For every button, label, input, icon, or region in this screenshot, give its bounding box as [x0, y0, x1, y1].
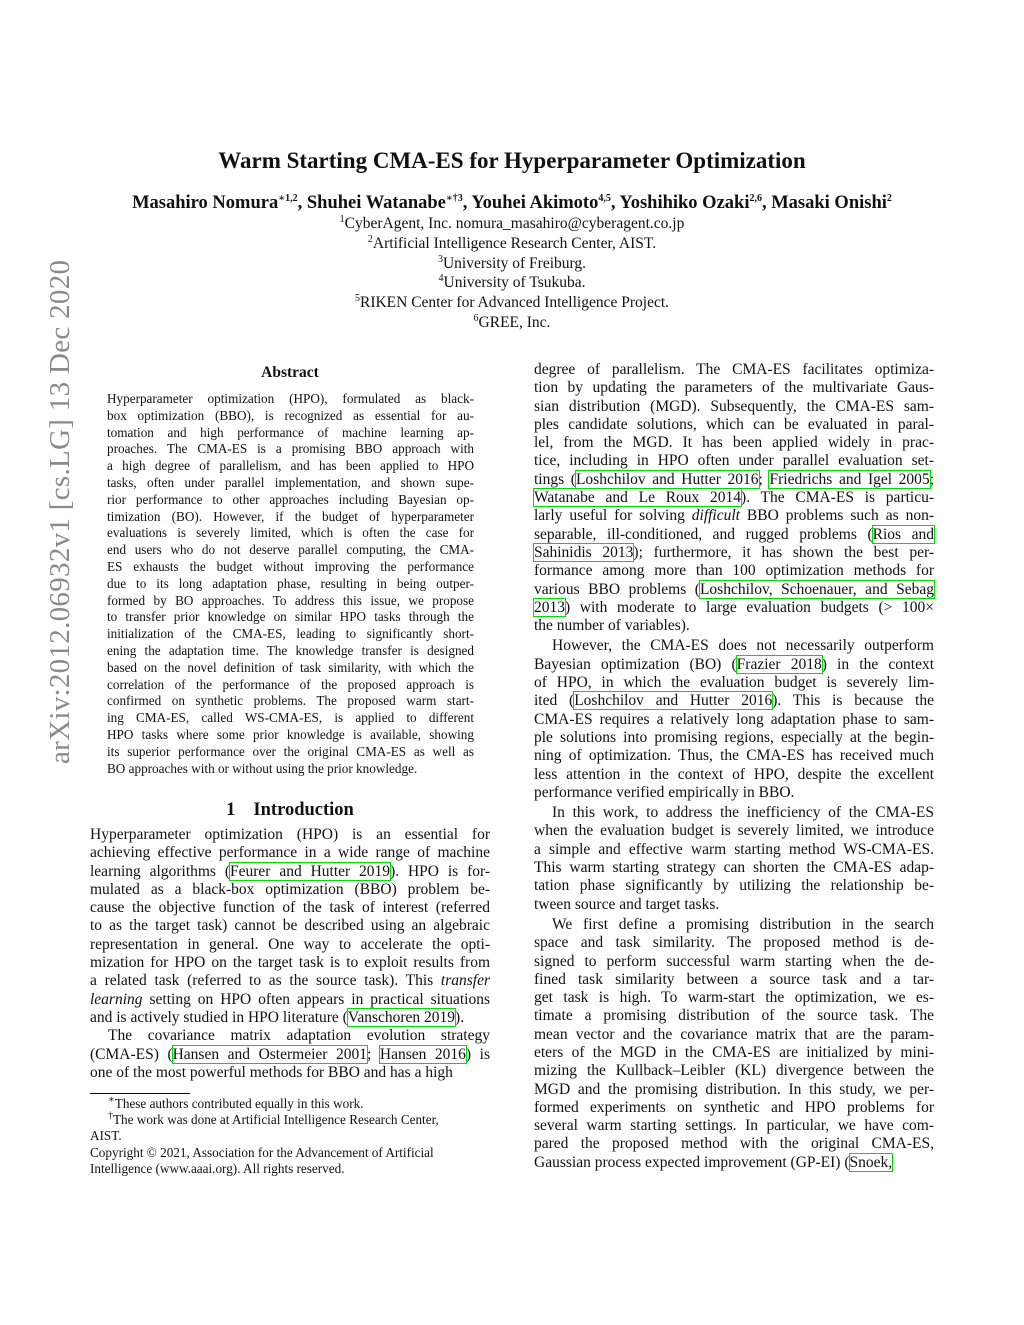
section-heading [90, 800, 490, 821]
text-line: proaches. The CMA-ES is a promising BBO approach with [107, 441, 474, 457]
text-line: performance verified empirically in BBO. [534, 783, 795, 801]
text-line: 2013) with moderate to large evaluation budgets (> 100× [534, 598, 934, 616]
affiliation-number: 1 [339, 213, 345, 225]
author-affiliation-mark: 2,6 [749, 192, 762, 204]
affiliation-number: 6 [473, 312, 479, 324]
text-line: formance among more than 100 optimization methods for [534, 562, 934, 580]
text-line: eters of the MGD in the CMA-ES are initialized by mini- [534, 1043, 934, 1061]
text-line: confirmed on synthetic problems. The proposed warm start- [107, 693, 474, 709]
emphasis-text: transfer [440, 972, 490, 990]
text-line: lel, from the MGD. It has been applied widely in prac- [534, 434, 934, 452]
footnote-text: The work was done at Artificial Intelligence Research Center, [113, 1112, 439, 1128]
affiliation-text: CyberAgent, Inc. nomura_masahiro@cyberagent.co.jp [344, 215, 685, 232]
text-line: Gaussian process expected improvement (GP-EI) (Snoek, [534, 1153, 893, 1171]
text-line: initialization of the CMA-ES, leading to significantly short- [107, 626, 474, 642]
citation-link[interactable]: Frazier 2018 [736, 655, 822, 673]
author-name: Masahiro Nomura [132, 193, 279, 213]
footnote-line [90, 1145, 490, 1161]
text-line: its superior performance over the original CMA-ES as well as [107, 743, 474, 759]
paper-title: Warm Starting CMA-ES for Hyperparameter Optimization [218, 148, 806, 173]
text-line: formed by BO approaches. To address this issue, we propose [107, 592, 474, 608]
emphasis-text: difficult [691, 507, 740, 525]
text-line: one of the most powerful methods for BBO and has a high [90, 1063, 453, 1081]
text-line: mization for HPO on the target task is to exploit results from [90, 954, 490, 972]
footnote-line [90, 1128, 490, 1144]
text-line: Hyperparameter optimization (HPO), formulated as black- [107, 391, 474, 406]
affiliation-text: Artificial Intelligence Research Center, AIST. [372, 234, 657, 252]
citation-link[interactable]: Loshchilov, Schoenauer, and Sebag [699, 580, 934, 598]
text-line: ES exhausts the budget without improving the performance [107, 558, 474, 574]
section-title: Introduction [253, 800, 354, 820]
affiliation-text: GREE, Inc. [478, 313, 551, 331]
text-line: achieving effective performance in a wide range of machine [90, 844, 490, 862]
text-line: sian distribution (MGD). Subsequently, the CMA-ES sam- [534, 397, 934, 415]
author-name: Youhei Akimoto [471, 193, 599, 213]
text-line: ple solutions into promising regions, especially at the begin- [534, 728, 934, 746]
author-affiliation-mark: 4,5 [598, 192, 611, 204]
text-line: ing CMA-ES, called WS-CMA-ES, is applied to different [107, 710, 474, 726]
text-line: representation in general. One way to accelerate the opti- [90, 935, 490, 953]
text-line: a high degree of parallelism, and has been applied to HPO [107, 458, 474, 474]
citation-link[interactable]: Rios and [872, 525, 934, 543]
affiliation-line [0, 234, 1024, 254]
text-line: tween source and target tasks. [534, 895, 720, 913]
text-line: less attention in the context of HPO, despite the excellent [534, 765, 934, 783]
text-line: when the evaluation budget is severely limited, we introduce [534, 822, 934, 840]
footnote-text: Copyright © 2021, Association for the Advancement of Artificial [90, 1144, 434, 1160]
text-line: to transfer prior knowledge on similar HPO tasks through the [107, 609, 474, 625]
footnote-line [90, 1096, 490, 1112]
text-line: end users who do not deserve parallel computing, the CMA- [107, 542, 474, 558]
text-line: box optimization (BBO), is recognized as essential for au- [107, 407, 474, 423]
author-list: Masahiro Nomura$^{∗1,2}$, Shuhei Watanabe$^{∗\dagger 3}$, Youhei Akimoto$^{4,5}$, Yoshihiko Ozaki$^{2,6}$, Masaki Onishi$^2$ [132, 192, 892, 213]
text-line: signed to perform successful warm starting when the de- [534, 952, 934, 970]
text-line: timization (BO). However, if the budget of hyperparameter [107, 508, 474, 524]
text-line: pared the proposed method with the original CMA-ES, [534, 1135, 934, 1153]
author-affiliation-mark: ∗1,2 [278, 192, 298, 204]
text-line: timate a promising distribution of the source task. The [534, 1007, 934, 1025]
citation-link[interactable]: 2013 [534, 598, 565, 616]
citation-link[interactable]: Friedrichs and Igel 2005 [769, 470, 930, 488]
text-line: degree of parallelism. The CMA-ES facilitates optimiza- [534, 361, 934, 378]
text-line: and is actively studied in HPO literature (Vanschoren 2019). [90, 1008, 465, 1026]
footnote-line [90, 1112, 490, 1128]
citation-link[interactable]: Snoek, [849, 1153, 893, 1171]
affiliation-number: 2 [367, 233, 373, 245]
emphasis-text: learning [90, 990, 143, 1008]
affiliations [0, 214, 1024, 333]
section-number: 1 [226, 800, 236, 820]
footnote-line [90, 1161, 490, 1177]
affiliation-text: University of Freiburg. [442, 254, 587, 272]
author-name: Shuhei Watanabe [306, 193, 446, 213]
affiliation-line [0, 273, 1024, 293]
citation-link[interactable]: Hansen and Ostermeier 2001 [172, 1045, 367, 1063]
text-line: tation phase significantly by utilizing the relationship be- [534, 877, 934, 895]
text-line: larly useful for solving difficult BBO problems such as non- [534, 507, 934, 525]
text-line: ning of optimization. Thus, the CMA-ES has received much [534, 747, 934, 765]
text-line: a related task (referred to as the source task). This transfer [90, 972, 490, 990]
footnote-rule [90, 1093, 190, 1094]
footnotes [90, 1096, 490, 1177]
author-name: Masaki Onishi [771, 193, 887, 213]
text-line: mean vector and the covariance matrix that are the param- [534, 1025, 934, 1043]
citation-link[interactable]: Loshchilov and Hutter 2016 [574, 692, 773, 710]
text-line: of HPO, in which the evaluation budget is severely lim- [534, 674, 934, 692]
author-affiliation-mark: 2 [886, 192, 892, 204]
text-line: formed experiments on synthetic and HPO problems for [534, 1098, 934, 1116]
text-line: We first define a promising distribution in the search [552, 915, 934, 933]
text-line: Watanabe and Le Roux 2014). The CMA-ES is particu- [534, 489, 935, 507]
text-line: BO approaches with or without using the prior knowledge. [107, 760, 418, 776]
text-line: tomation and high performance of machine learning ap- [107, 424, 474, 440]
affiliation-line [0, 254, 1024, 274]
footnote-mark: ∗ [108, 1094, 115, 1106]
text-line: learning algorithms (Feurer and Hutter 2019). HPO is for- [90, 862, 490, 880]
citation-link[interactable]: Feurer and Hutter 2019 [230, 862, 391, 880]
text-line: separable, ill-conditioned, and rugged problems (Rios and [534, 525, 934, 543]
affiliation-text: University of Tsukuba. [443, 274, 586, 292]
text-line: get task is high. To warm-start the optimization, we es- [534, 989, 934, 1007]
text-line: fined task similarity between a source task and a tar- [534, 970, 934, 988]
text-line: tasks, often under parallel implementation, and shown supe- [107, 474, 474, 490]
citation-link[interactable]: Loshchilov and Hutter 2016 [575, 470, 759, 488]
footnote-mark: † [108, 1110, 113, 1122]
affiliation-number: 4 [438, 273, 444, 285]
text-line: The covariance matrix adaptation evolution strategy [108, 1027, 490, 1045]
affiliation-line [0, 293, 1024, 313]
text-line: due to its long adaptation phase, resulting in being outper- [107, 575, 474, 591]
affiliation-line [0, 214, 1024, 234]
text-line: In this work, to address the inefficiency of the CMA-ES [552, 804, 934, 822]
text-line: Hyperparameter optimization (HPO) is an essential for [90, 826, 490, 843]
text-line: ening the adaptation time. The knowledge transfer is designed [107, 642, 474, 658]
author-affiliation-mark: ∗†3 [445, 192, 463, 204]
right-column-body [534, 361, 934, 1172]
text-line: various BBO problems (Loshchilov, Schoenauer, and Sebag [534, 580, 934, 598]
text-line: tice, including in HPO often under parallel evaluation set- [534, 452, 934, 470]
text-line: (CMA-ES) (Hansen and Ostermeier 2001; Hansen 2016) is [90, 1045, 490, 1063]
text-line: This warm starting strategy can shorten the CMA-ES adap- [534, 859, 934, 877]
text-line: learning setting on HPO often appears in practical situations [90, 990, 490, 1008]
text-line: to as the target task) cannot be described using an algebraic [90, 917, 490, 935]
footnote-text: These authors contributed equally in this work. [114, 1096, 364, 1111]
text-line: based on the novel definition of task similarity, with which the [107, 659, 474, 675]
text-line: several warm starting settings. In particular, we have com- [534, 1117, 934, 1135]
text-line: MGD and the promising distribution. In this study, we per- [534, 1080, 934, 1098]
text-line: cause the objective function of the task of interest (referred [90, 899, 490, 917]
citation-link[interactable]: Watanabe and Le Roux 2014 [534, 489, 742, 507]
text-line: Sahinidis 2013); furthermore, it has shown the best per- [534, 543, 934, 561]
citation-link[interactable]: Vanschoren 2019 [347, 1008, 456, 1026]
text-line: mizing the Kullback–Leibler (KL) divergence between the [534, 1062, 934, 1080]
citation-link[interactable]: Sahinidis 2013 [534, 543, 634, 561]
arxiv-identifier: arXiv:2012.06932v1 [cs.LG] 13 Dec 2020 [44, 259, 76, 764]
text-line: the number of variables). [534, 617, 690, 635]
affiliation-number: 5 [354, 293, 360, 305]
text-line: a simple and effective warm starting method WS-CMA-ES. [534, 840, 934, 858]
abstract-heading: Abstract [261, 364, 319, 381]
text-line: tings (Loshchilov and Hutter 2016; Friedrichs and Igel 2005; [534, 470, 934, 488]
text-line: correlation of the performance of the proposed approach is [107, 676, 474, 692]
text-line: ples candidate solutions, which can be evaluated in paral- [534, 415, 934, 433]
text-line: evaluations is severely limited, which is often the case for [107, 525, 474, 541]
text-line: space and task similarity. The proposed method is de- [534, 934, 934, 952]
left-column-body [90, 826, 490, 1082]
footnote-text: Intelligence (www.aaai.org). All rights reserved. [90, 1160, 345, 1176]
text-line: tion by updating the parameters of the multivariate Gaus- [534, 379, 934, 397]
affiliation-number: 3 [437, 253, 443, 265]
footnote-text: AIST. [90, 1128, 122, 1144]
citation-link[interactable]: Hansen 2016 [379, 1045, 466, 1063]
affiliation-line [0, 313, 1024, 333]
affiliation-text: RIKEN Center for Advanced Intelligence Project. [359, 294, 670, 312]
author-name: Yoshihiko Ozaki [619, 193, 750, 213]
text-line: ited (Loshchilov and Hutter 2016). This is because the [534, 692, 934, 710]
text-line: CMA-ES requires a relatively long adaptation phase to sam- [534, 710, 934, 728]
text-line: rior performance to other approaches including Bayesian op- [107, 491, 474, 507]
abstract-body [107, 391, 474, 777]
text-line: mulated as a black-box optimization (BBO) problem be- [90, 880, 490, 898]
text-line: Bayesian optimization (BO) (Frazier 2018) in the context [534, 655, 934, 673]
text-line: HPO tasks where some prior knowledge is available, showing [107, 726, 474, 742]
text-line: However, the CMA-ES does not necessarily outperform [552, 637, 934, 655]
